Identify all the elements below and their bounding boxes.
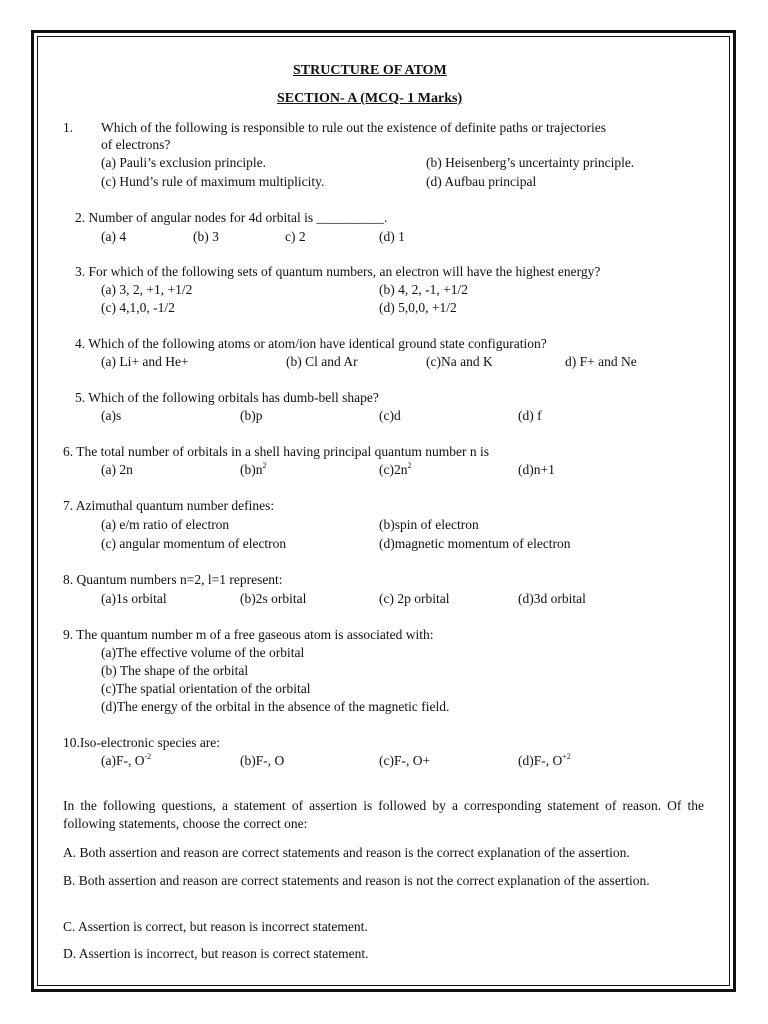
q10-option-a: (a)F-, $O^{-2}$: [101, 751, 152, 768]
q1-option-d: (d) Aufbau principal: [426, 174, 537, 189]
q5-option-c: (c)d: [379, 408, 401, 423]
q2-option-c: c) 2: [285, 229, 306, 244]
q8-option-b: (b)2s orbital: [240, 591, 307, 606]
q9-option-a: (a)The effective volume of the orbital: [101, 645, 305, 660]
q5-option-b: (b)p: [240, 408, 263, 423]
q8-option-d: (d)3d orbital: [518, 591, 586, 606]
q2-option-b: (b) 3: [193, 229, 219, 244]
q3-option-d: (d) 5,0,0, +1/2: [379, 300, 457, 315]
q9-option-c: (c)The spatial orientation of the orbital: [101, 681, 311, 696]
q4-option-d: d) F+ and Ne: [565, 354, 637, 369]
q10-option-c: (c)F-, O+: [379, 753, 431, 768]
assertion-choice-a: A. Both assertion and reason are correct statements and reason is the correct explanation of the assertion.: [63, 845, 630, 860]
q3-text: 3. For which of the following sets of quantum numbers, an electron will have the highest energy?: [75, 264, 601, 279]
q10-text: 10.Iso-electronic species are:: [63, 735, 221, 750]
q6-option-d: (d)n+1: [518, 462, 555, 477]
q4-option-b: (b) Cl and Ar: [286, 354, 358, 369]
q5-text: 5. Which of the following orbitals has dumb-bell shape?: [75, 390, 379, 405]
q10-option-b: (b)F-, O: [240, 753, 285, 768]
q7-text: 7. Azimuthal quantum number defines:: [63, 498, 275, 513]
q9-option-d: (d)The energy of the orbital in the absence of the magnetic field.: [101, 699, 450, 714]
q1-number: 1.: [63, 120, 74, 135]
q9-text: 9. The quantum number m of a free gaseous atom is associated with:: [63, 627, 434, 642]
q8-option-a: (a)1s orbital: [101, 591, 167, 606]
q7-option-a: (a) e/m ratio of electron: [101, 517, 230, 532]
q1-option-a: (a) Pauli’s exclusion principle.: [101, 155, 266, 170]
q2-text: 2. Number of angular nodes for 4d orbital is __________.: [75, 210, 388, 225]
q1-option-b: (b) Heisenberg’s uncertainty principle.: [426, 155, 635, 170]
q2-option-a: (a) 4: [101, 229, 127, 244]
q3-option-b: (b) 4, 2, -1, +1/2: [379, 282, 468, 297]
q5-option-d: (d) f: [518, 408, 542, 423]
q5-option-a: (a)s: [101, 408, 122, 423]
q2-option-d: (d) 1: [379, 229, 405, 244]
q3-option-c: (c) 4,1,0, -1/2: [101, 300, 175, 315]
q1-text-line1: Which of the following is responsible to rule out the existence of definite paths or trajectories: [101, 120, 606, 135]
q4-option-c: (c)Na and K: [426, 354, 493, 369]
q7-option-c: (c) angular momentum of electron: [101, 536, 287, 551]
q6-option-a: (a) 2n: [101, 462, 133, 477]
q7-option-d: (d)magnetic momentum of electron: [379, 536, 571, 551]
q1-option-c: (c) Hund’s rule of maximum multiplicity.: [101, 174, 325, 189]
q10-option-d: (d)F-, $O^{+2}$: [518, 751, 571, 768]
q3-option-a: (a) 3, 2, +1, +1/2: [101, 282, 193, 297]
q6-option-c: $(c)2n^2$: [379, 460, 412, 477]
page-title: STRUCTURE OF ATOM: [293, 63, 447, 78]
q6-text: 6. The total number of orbitals in a shell having principal quantum number n is: [63, 444, 490, 459]
q9-option-b: (b) The shape of the orbital: [101, 663, 249, 678]
assertion-choice-b: B. Both assertion and reason are correct statements and reason is not the correct explanation of the assertion.: [63, 873, 650, 888]
assertion-intro: In the following questions, a statement of assertion is followed by a corresponding statement of reason. Of the following statements, choose the correct one:: [63, 798, 704, 831]
section-heading: SECTION- A (MCQ- 1 Marks): [277, 91, 463, 106]
q7-option-b: (b)spin of electron: [379, 517, 479, 532]
assertion-choice-c: C. Assertion is correct, but reason is incorrect statement.: [63, 919, 368, 934]
q6-option-b: $(b)n^2$: [240, 460, 267, 477]
q8-option-c: (c) 2p orbital: [379, 591, 450, 606]
q1-text-line2: of electrons?: [101, 137, 171, 152]
q8-text: 8. Quantum numbers n=2, l=1 represent:: [63, 572, 283, 587]
assertion-choice-d: D. Assertion is incorrect, but reason is correct statement.: [63, 946, 369, 961]
q4-option-a: (a) Li+ and He+: [101, 354, 189, 369]
q4-text: 4. Which of the following atoms or atom/ion have identical ground state configuration?: [75, 336, 547, 351]
